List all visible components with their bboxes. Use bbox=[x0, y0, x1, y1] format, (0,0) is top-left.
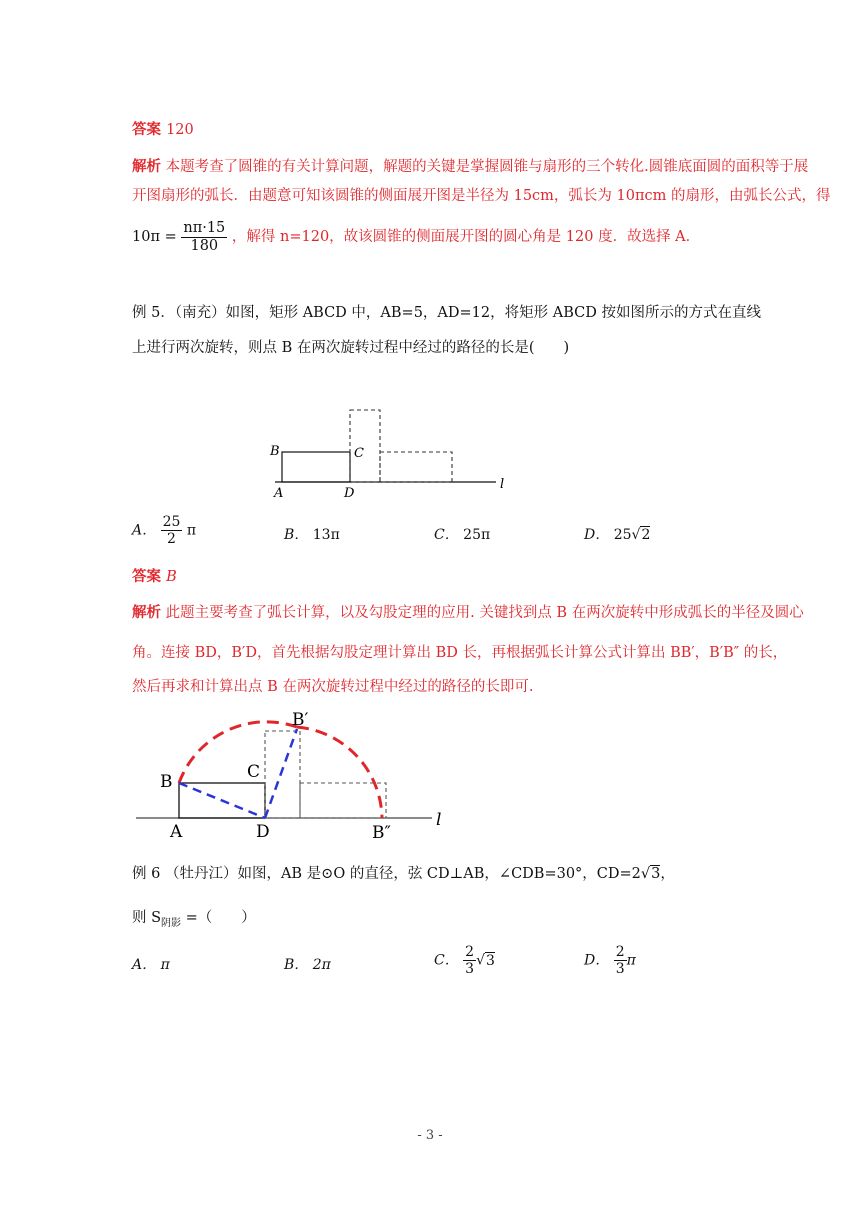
analysis-5-line2: 角。连接 BD，B′D，首先根据勾股定理计算出 BD 长，再根据弧长计算公式计算出 BB′，B′B″ 的长， bbox=[132, 645, 788, 661]
option-value: 25π bbox=[463, 527, 491, 543]
example-5-line2: 上进行两次旋转，则点 B 在两次旋转过程中经过的路径的长是( ) bbox=[132, 340, 570, 356]
analysis-4-line2: 开图扇形的弧长．由题意可知该圆锥的侧面展开图是半径为 15cm，弧长为 10πcm 的扇形，由弧长公式，得 bbox=[132, 188, 831, 204]
label-b-prime: B′ bbox=[292, 710, 309, 730]
rotated-rectangle-2 bbox=[300, 783, 386, 818]
rectangle-rotation-figure bbox=[260, 402, 520, 502]
analysis-text: 本题考查了圆锥的有关计算问题，解题的关键是掌握圆锥与扇形的三个转化.圆锥底面圆的面积等于展 bbox=[165, 159, 809, 175]
arc-b-prime-b-double-prime bbox=[297, 727, 382, 818]
example-5-line1: 例 5．（南充）如图，矩形 ABCD 中，AB=5，AD=12，将矩形 ABCD 按如图所示的方式在直线 bbox=[132, 305, 761, 321]
label-c: C bbox=[354, 446, 364, 461]
option-label: C． bbox=[434, 952, 459, 969]
option-label: D． bbox=[584, 527, 610, 543]
option-value: 13π bbox=[312, 527, 340, 543]
analysis-4-equation bbox=[132, 220, 700, 254]
rectangle-abcd bbox=[282, 452, 350, 482]
segment-bd bbox=[179, 783, 265, 818]
analysis-label: 解析 bbox=[132, 158, 161, 175]
answer-value: B bbox=[166, 569, 177, 585]
option-5-d: D． 25√2 bbox=[584, 527, 651, 543]
option-5-a bbox=[132, 514, 196, 547]
option-d-denominator: 3 bbox=[615, 961, 625, 978]
example-6-line2 bbox=[132, 906, 256, 929]
option-value: π bbox=[160, 957, 170, 973]
equation-numerator: nπ·15 bbox=[183, 220, 226, 236]
answer-label: 答案 bbox=[132, 568, 161, 585]
analysis-5-line1 bbox=[132, 601, 804, 622]
answer-4 bbox=[132, 118, 194, 139]
option-value: 25 bbox=[613, 527, 632, 543]
option-6-a bbox=[132, 954, 170, 974]
answer-value: 120 bbox=[166, 122, 194, 138]
option-c-numerator: 2 bbox=[465, 944, 475, 960]
rotation-path-figure bbox=[132, 705, 472, 845]
option-6-d bbox=[584, 944, 636, 977]
option-d-tail: π bbox=[626, 952, 636, 969]
answer-label: 答案 bbox=[132, 121, 161, 138]
option-label: B． bbox=[284, 527, 309, 543]
equation-rest: ，解得 n=120，故该圆锥的侧面展开图的圆心角是 120 度．故选择 A． bbox=[231, 229, 701, 246]
example-6-question: =（ ） bbox=[181, 910, 256, 926]
label-b: B bbox=[270, 444, 280, 459]
analysis-text: 此题主要考查了弧长计算，以及勾股定理的应用. 关键找到点 B 在两次旋转中形成弧长的半径及圆心 bbox=[165, 605, 804, 621]
equation-denominator: 180 bbox=[190, 237, 219, 254]
option-c-root: 3 bbox=[486, 952, 495, 969]
option-5-b bbox=[284, 524, 340, 544]
analysis-4-line1 bbox=[132, 155, 808, 176]
option-a-tail: π bbox=[186, 522, 197, 539]
rotated-rectangle-2 bbox=[380, 452, 452, 482]
option-c-denominator: 3 bbox=[465, 961, 475, 978]
equation-left: 10π = bbox=[132, 229, 177, 246]
analysis-label: 解析 bbox=[132, 604, 161, 621]
answer-5 bbox=[132, 565, 177, 586]
shaded-area-subscript: 阴影 bbox=[161, 917, 182, 929]
label-l: l bbox=[500, 477, 505, 492]
label-d: D bbox=[256, 822, 270, 842]
option-value: 2π bbox=[312, 957, 331, 973]
option-6-b bbox=[284, 954, 331, 974]
rotated-rectangle-1 bbox=[265, 731, 300, 818]
example-6-root: 3 bbox=[651, 866, 661, 882]
option-a-denominator: 2 bbox=[167, 531, 176, 548]
analysis-5-line3: 然后再求和计算出点 B 在两次旋转过程中经过的路径的长即可. bbox=[132, 679, 534, 695]
label-a: A bbox=[170, 822, 183, 842]
option-d-numerator: 2 bbox=[615, 944, 625, 960]
segment-b-prime-d bbox=[265, 729, 297, 818]
label-b-double-prime: B″ bbox=[372, 823, 391, 843]
page-number: - 3 - bbox=[417, 1128, 443, 1143]
shaded-area-symbol: 则 S bbox=[132, 910, 162, 926]
option-6-c: C． $\frac{2}{3}$ √3 bbox=[434, 944, 495, 978]
option-a-numerator: 25 bbox=[162, 514, 181, 530]
example-6-end: ， bbox=[660, 866, 675, 882]
option-label: A． bbox=[132, 957, 157, 973]
example-6-line1: 例 6 （牡丹江）如图，AB 是⊙O 的直径，弦 CD⊥AB，∠CDB=30°，CD=2√3， bbox=[132, 866, 675, 882]
label-a: A bbox=[274, 486, 284, 501]
label-c: C bbox=[247, 762, 261, 782]
option-label: B． bbox=[284, 957, 309, 973]
option-label: C． bbox=[434, 527, 459, 543]
option-5-c bbox=[434, 524, 490, 544]
example-6-text: 例 6 （牡丹江）如图，AB 是⊙O 的直径，弦 CD⊥AB，∠CDB=30°，CD=2 bbox=[132, 866, 641, 882]
label-b: B bbox=[160, 772, 173, 792]
option-label: D． bbox=[584, 952, 610, 969]
option-d-root: 2 bbox=[641, 527, 651, 543]
option-label: A． bbox=[132, 522, 157, 539]
label-l: l bbox=[436, 810, 442, 830]
label-d: D bbox=[344, 486, 355, 501]
